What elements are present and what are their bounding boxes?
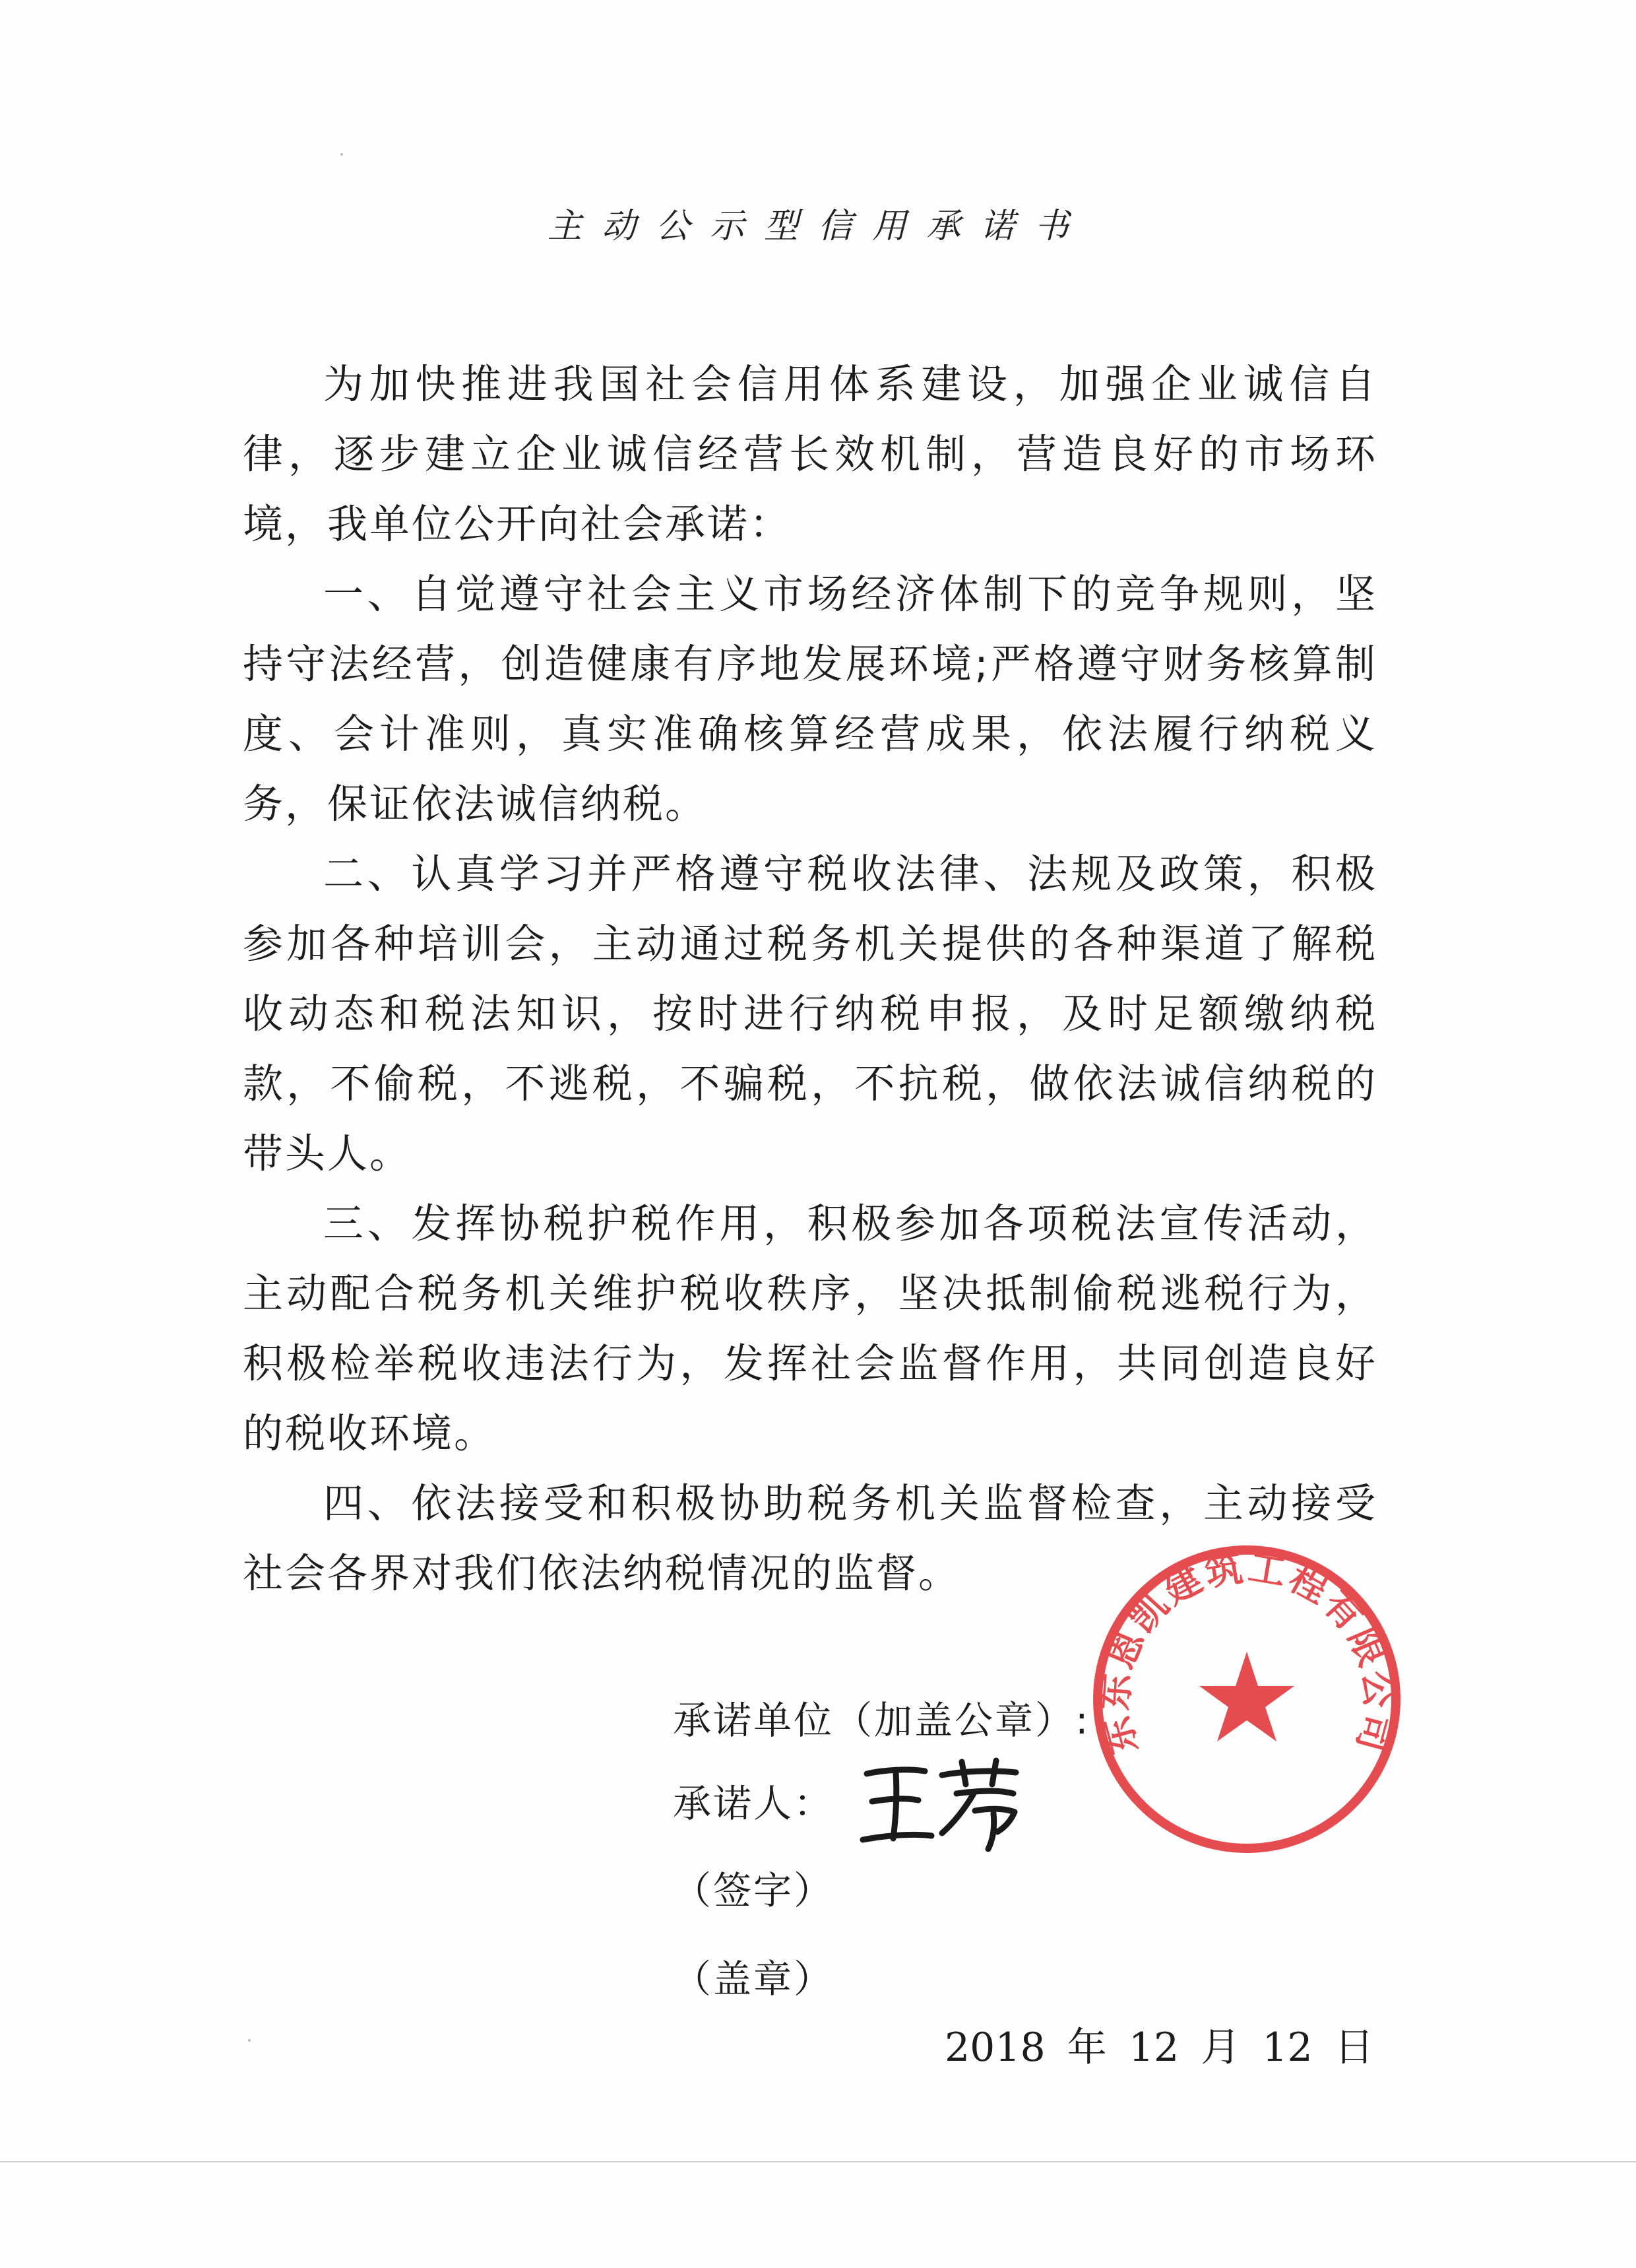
signature-note: （签字）: [673, 1868, 834, 1913]
seal-note: （盖章）: [673, 1957, 834, 2001]
promising-unit-label: 承诺单位（加盖公章）:: [673, 1698, 1090, 1743]
seal-star-icon: [1199, 1652, 1294, 1741]
scan-speck: [248, 2039, 251, 2042]
document-body: [243, 350, 1377, 1609]
handwritten-signature: [858, 1755, 1029, 1854]
company-seal: [1088, 1541, 1405, 1858]
document-date: 2018 年 12 月 12 日: [945, 2025, 1374, 2071]
scan-speck: [340, 153, 343, 156]
paragraph-item-3: 三、发挥协税护税作用，积极参加各项税法宣传活动，主动配合税务机关维护税收秩序，坚决抵制偷税逃税行为，积极检举税收违法行为，发挥社会监督作用，共同创造良好的税收环境。: [243, 1200, 1377, 1457]
seal-text: 东东恩凯建筑工程有限公司: [1093, 1546, 1400, 1759]
paragraph-item-2: 二、认真学习并严格遵守税收法律、法规及政策，积极参加各种培训会，主动通过税务机关提供的各种渠道了解税收动态和税法知识，按时进行纳税申报，及时足额缴纳税款，不偷税，不逃税，不骗税，不抗税，做依法诚信纳税的带头人。: [243, 851, 1377, 1177]
scan-edge-line: [0, 2161, 1636, 2162]
paragraph-item-1: 一、自觉遵守社会主义市场经济体制下的竞争规则，坚持守法经营，创造健康有序地发展环境;严格遵守财务核算制度、会计准则，真实准确核算经营成果，依法履行纳税义务，保证依法诚信纳税。: [243, 571, 1377, 827]
paragraph-item-4: 四、依法接受和积极协助税务机关监督检查，主动接受社会各界对我们依法纳税情况的监督。: [243, 1480, 1377, 1597]
document-title: 主动公示型信用承诺书: [547, 207, 1088, 246]
paragraph-intro: 为加快推进我国社会信用体系建设，加强企业诚信自律，逐步建立企业诚信经营长效机制，营造良好的市场环境，我单位公开向社会承诺：: [243, 361, 1377, 548]
promising-person-label: 承诺人：: [673, 1781, 834, 1826]
